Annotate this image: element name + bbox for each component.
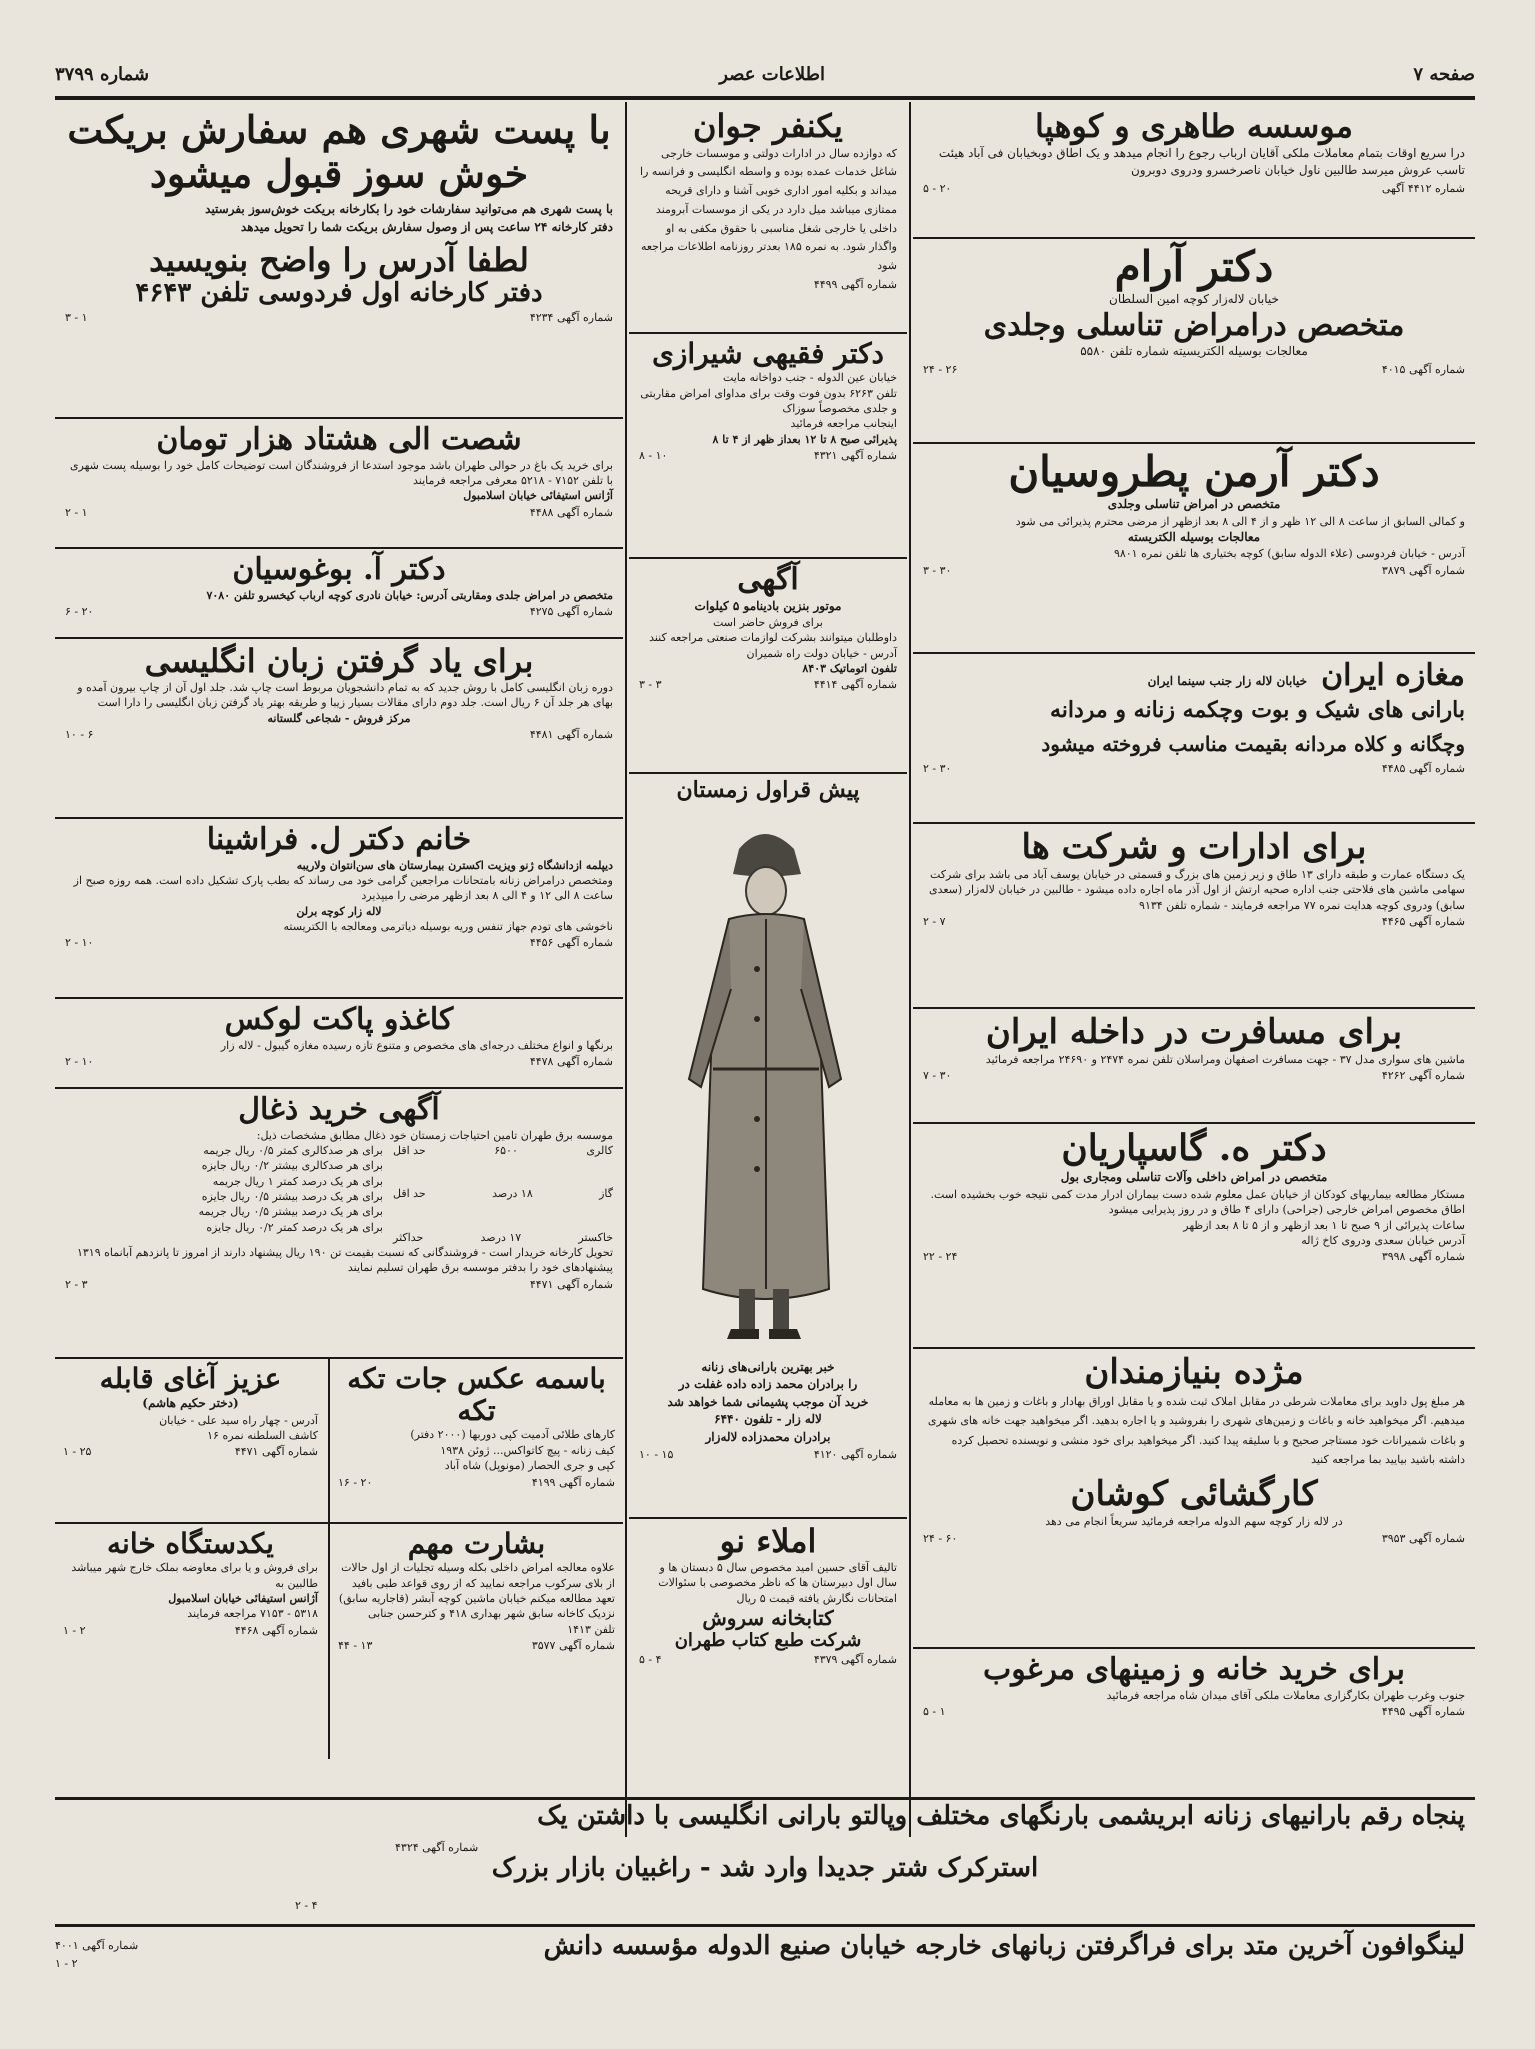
ad-dr-gasparian: دکتر ه. گاسپاریان متخصص در امراض داخلی وآلات تناسلی ومجاری بول مستکار مطالعه بیماریهای کودکان از خیابان عمل معلوم شده دست بیماران ادرار مدت کمی نتیجه خوب بخشیده است. اطاق مخصوص امراض خارجی (جراحی) دارای ۴ طاق و در روز پذیرایی میشود ساعات پذیرائی از ۹ صبح تا ۱ بعد ازظهر و از ۵ تا ۸ بعد ازظهر آدرس خیابان سعدی ودروی کاخ ژاله شماره آگهی ۳۹۹۸ ۲۴ - ۲۲	[913, 1124, 1475, 1349]
ad-offices: برای ادارات و شرکت ها یک دستگاه عمارت و طبقه دارای ۱۳ طاق و زیر زمین های بزرگ و قسمتی در خیابان یوسف آباد می باشد برای شرکت سهامی ماشین های فلاحتی جنب اداره صحیه ارتش از اول آذر ماه اجاره داده میشود - طالبین در خیابان لاله‌زار (سعدی سابق) ودروی کوچه هدایت نمره ۷۷ مراجعه فرمایند - شماره تلفن ۹۱۳۴ شماره آگهی ۴۴۶۵ ۷ - ۲	[913, 824, 1475, 1009]
ad-briquette: با پست شهری هم سفارش بریکت خوش سوز قبول میشود با پست شهری هم می‌توانید سفارشات خود را بکارخانه بریکت خوش‌سوز بفرستید دفتر کارخانه ۲۴ ساعت پس از وصول سفارش بریکت شما را تحویل میدهد لطفا آدرس را واضح بنویسید دفتر کارخانه اول فردوسی تلفن ۴۶۴۳ شماره آگهی ۴۲۳۴ ۱ - ۳	[55, 104, 623, 419]
ad-ref: شماره آگهی ۴۲۳۴ ۱ - ۳	[65, 310, 613, 324]
ad-title: با پست شهری هم سفارش بریکت	[67, 107, 611, 152]
ad-title: یکدستگاه خانه	[107, 1527, 274, 1560]
ad-title: دکتر فقیهی شیرازی	[651, 337, 884, 370]
ad-paper: کاغذو پاکت لوکس برنگها و انواع مختلف درجه‌ای های مخصوص و متنوع تازه رسیده مغازه گیبول - لاله زار شماره آگهی ۴۴۷۸ ۱۰ - ۲	[55, 999, 623, 1089]
ad-title: کارگشائی کوشان	[1070, 1474, 1318, 1515]
ad-ref: شماره آگهی ۴۴۷۱ ۲۵ - ۱	[63, 1445, 318, 1459]
coal-spec-table: کالری ۶۵۰۰ حد اقل گاز ۱۸ درصد حد اقل خاکستر ۱۷ درصد حداکثر	[393, 1143, 613, 1244]
ad-english: برای یاد گرفتن زبان انگلیسی دوره زبان انگلیسی کامل با روش جدید که به تمام دانشجویان مربوط است چاپ شد. جلد اول آن از چاپ بیرون آمده و بهای هر جلد آن ۶ ریال است. جلد دوم دارای مقالات بسیار زیبا و طریقه بهتر یاد گرفتن زبان انگلیسی را دارا است مرکز فروش - شجاعی گلستانه شماره آگهی ۴۴۸۱ ۶ - ۱۰	[55, 639, 623, 819]
ad-title: آگهی خرید ذغال	[238, 1092, 440, 1127]
page-number: صفحه ۷	[1413, 64, 1475, 85]
ad-ref: شماره آگهی ۳۸۷۹ ۳۰ - ۳	[923, 563, 1465, 577]
ad-dr-faghihi: دکتر فقیهی شیرازی خیابان عین الدوله - جنب دواخانه مایت تلفن ۶۲۶۳ بدون فوت وقت برای مداوای امراض مقاربتی و جلدی مخصوصاً سوزاک اینجانب مراجعه فرمائید پذیرائی صبح ۸ تا ۱۲ بعداز ظهر از ۴ تا ۸ شماره آگهی ۴۳۲۱ ۱۰ - ۸	[629, 334, 907, 559]
header-rule	[55, 96, 1475, 100]
ad-title: مژده بنیازمندان	[1084, 1352, 1304, 1392]
ad-iran-shop: مغازه ایران خیابان لاله زار جنب سینما ایران بارانی های شیک و بوت وچکمه زنانه و مردانه وچگانه و کلاه مردانه بقیمت مناسب فروخته میشود شماره آگهی ۴۴۸۵ ۳۰ - ۲	[913, 654, 1475, 824]
bottom-rule	[55, 1797, 1475, 1800]
ad-ref: شماره آگهی ۴۴۷۸ ۱۰ - ۲	[65, 1054, 613, 1068]
ad-title: دکتر آرمن پطروسیان	[1008, 447, 1380, 496]
ad-raincoat: پیش قراول زمستان خبر بهترین بارانی‌های زنانه را برادران محمد زاده داده غفلت در خرید آن موجب پشیمانی شما خواهد شد لاله زار - تلفون ۶۴۴۰ برادران محمدزاده لاله‌زار شماره آگهی ۴۱۲۰ ۱۵ - ۱۰	[629, 774, 907, 1519]
ad-ref: شماره ۴۴۱۲ آگهی ۲۰ - ۵	[923, 181, 1465, 195]
woman-raincoat-illustration	[669, 819, 859, 1349]
ad-title: برای مسافرت در داخله ایران	[985, 1012, 1403, 1052]
ad-young-man: یکنفر جوان که دوازده سال در ادارات دولتی و موسسات خارجی شاغل خدمات عمده بوده و واسطه انگلیسی و فرانسه را میداند و بکلیه امور اداری خوبی آشنا و دارای قریحه ممتازی میباشد میل دارد در یکی از موسسات آبرومند داخلی یا خارجی شغل مناسبی با حقوق مکفی به او واگذار شود. به نمره ۱۸۵ بعدتر روزنامه اطلاعات مراجعه شود شماره آگهی ۴۴۹۹	[629, 104, 907, 334]
paper-name: اطلاعات عصر	[719, 64, 825, 85]
ad-title: خانم دکتر ل. فراشینا	[206, 822, 472, 857]
ad-title: بشارت مهم	[407, 1527, 546, 1560]
newspaper-page	[55, 62, 1475, 2022]
ad-title: برای ادارات و شرکت ها	[1021, 827, 1367, 867]
ad-pair-row-2	[55, 1524, 623, 1759]
right-column	[913, 104, 1475, 1839]
ad-title: شصت الی هشتاد هزار تومان	[156, 422, 522, 457]
ad-midwife: عزیز آغای قابله (دختر حکیم هاشم) آدرس - چهار راه سید علی - خیابان کاشف السلطنه نمره ۱۶ شماره آگهی ۴۴۷۱ ۲۵ - ۱	[63, 1362, 318, 1459]
ad-ref: شماره آگهی ۳۹۹۸ ۲۴ - ۲۲	[923, 1250, 1465, 1264]
ad-coal: آگهی خرید ذغال موسسه برق طهران تامین احتیاجات زمستان خود ذغال مطابق مشخصات ذیل: کالری ۶۵۰۰ حد اقل گاز ۱۸ درصد حد اقل خاکستر ۱۷ درصد حداکثر برای هر صدکالری کمتر ۰/۵ ریال جریمه برای هر صدکالری بیشتر ۰/۲ ریال جایزه برای هر یک درصد کمتر ۱ ریال جریمه برای هر یک درصد بیشتر ۰/۵ ریال جایزه برای هر یک درصد بیشتر ۰/۵ ریال جریمه برای هر یک درصد کمتر ۰/۲ ریال جایزه تحویل کارخانه خریدار است - فروشندگانی که نسبت بقیمت تن ۱۹۰ ریال پیشنهاد دارند از امروز تا پانزدهم آبانماه ۱۳۱۹ پیشنهادهای خود را بدفتر موسسه برق طهران تسلیم نمایند شماره آگهی ۴۴۷۱ ۳ - ۲	[55, 1089, 623, 1359]
ad-ref: شماره آگهی ۴۲۶۲ ۳۰ - ۷	[923, 1069, 1465, 1083]
ad-title: دکتر آ. بوغوسیان	[232, 552, 446, 587]
ad-ref: شماره آگهی ۴۴۸۵ ۳۰ - ۲	[923, 762, 1465, 776]
ad-title: یکنفر جوان	[693, 107, 843, 145]
ad-garden: شصت الی هشتاد هزار تومان برای خرید یک باغ در حوالی طهران باشد موجود استدعا از فروشندگان است توضیحات کامل خود را بوسیله پست شهری با تلفن ۷۱۵۲ - ۵۲۱۸ معرفی مراجعه فرمایند آژانس استیفائی خیابان اسلامبول شماره آگهی ۴۴۸۸ ۱ - ۲	[55, 419, 623, 549]
ad-ref: شماره آگهی ۳۵۷۷ ۱۳ - ۴۴	[338, 1639, 615, 1653]
ad-title: موسسه طاهری و کوهپا	[1035, 107, 1353, 145]
ad-title: باسمه عکس جات تکه تکه	[347, 1362, 606, 1428]
ad-title: برای خرید خانه و زمینهای مرغوب	[983, 1652, 1405, 1687]
ad-ref: شماره آگهی ۴۴۱۴ ۳ - ۳	[639, 678, 897, 692]
masthead	[55, 62, 1475, 96]
issue-number: شماره ۳۷۹۹	[55, 64, 150, 85]
ad-title: عزیز آغای قابله	[99, 1362, 282, 1395]
ad-ref: شماره آگهی ۴۴۸۸ ۱ - ۲	[65, 505, 613, 519]
middle-column	[629, 104, 907, 1839]
ad-ref: شماره آگهی ۴۴۶۸ ۲ - ۱	[63, 1623, 318, 1637]
ad-new-spelling: املاء نو تالیف آقای حسین امید مخصوص سال ۵ دبستان ها و سال اول دبیرستان ها که ناظر مخصوصی با سئوالات امتحانات نگارش یافته قیمت ۵ ریال کتابخانه سروش شرکت طبع کتاب طهران شماره آگهی ۴۳۷۹ ۴ - ۵	[639, 1522, 897, 1666]
ad-title: برای یاد گرفتن زبان انگلیسی	[144, 642, 534, 680]
ad-linguaphone: لینگوافون آخرین متد برای فراگرفتن زبانهای خارجه خیابان صنیع الدوله مؤسسه دانش شماره آگهی ۴۰۰۱ ۲ - ۱	[55, 1931, 1465, 1970]
ad-taheri	[913, 104, 1475, 239]
ad-title: دکتر آرام	[1114, 242, 1274, 291]
ad-dr-farashina: خانم دکتر ل. فراشینا دیپلمه ازدانشگاه ژنو ویزیت اکسترن بیمارستان های سن‌انتوان ولاریبه ومتخصص درامراض زنانه بامتحانات مراجعین گرامی خود می رساند که بطب پارک تشکیل داده است. همه روزه صبح از ساعت ۸ الی ۱۲ و ۴ الی ۸ بعد ازظهر مرضی را میپذیرد لاله زار کوچه برلن ناخوشی های تودم جهاز تنفس وریه بوسیله دیاترمی ومعالجه با الکتریسته شماره آگهی ۴۴۵۶ ۱۰ - ۲	[55, 819, 623, 999]
ad-dr-petrosian: دکتر آرمن پطروسیان متخصص در امراض تناسلی وجلدی و کمالی السابق از ساعت ۸ الی ۱۲ ظهر و از ۴ الی ۸ بعد ازظهر از مرضی محترم پذیرائی می شود معالجات بوسیله الکتریسته آدرس - خیابان فردوسی (علاء الدوله سابق) کوچه بختیاری ها تلفن نمره ۹۸۰۱ شماره آگهی ۳۸۷۹ ۳۰ - ۳	[913, 444, 1475, 654]
ad-ref: شماره آگهی ۴۴۵۶ ۱۰ - ۲	[65, 936, 613, 950]
ad-ref: شماره آگهی ۴۰۱۵ ۲۶ - ۲۴	[923, 362, 1465, 376]
ad-raincoats-bazaar: پنجاه رقم بارانیهای زنانه ابریشمی بارنگهای مختلف وپالتو بارانی انگلیسی با داشتن یک شماره آگهی ۴۳۲۴ استرکرک شتر جدیدا وارد شد - راغبیان بازار بزرک ۴ - ۲	[295, 1801, 1465, 1912]
ad-good-news: مژده بنیازمندان هر مبلغ پول داوید برای معاملات شرطی در مقابل املاک ثبت شده و یا مقابل اوراق بهادار و باغات و زمین ها به معامله میدهیم. اگر میخواهید خانه و باغات و زمین‌های شهری را بفروشید و یا اجاره بدهید. اگر میخواهید جهت خانه های شهری و باغات شمیرانات خود مستاجر صحیح و با سلیقه پیدا کنید. اگر میخواهید برای خود منشی و نویسنده تحصیل کرده داشته باشید بیایید بما مراجعه کنید کارگشائی کوشان در لاله زار کوچه سهم الدوله مراجعه فرمائید سریعاً انجام می دهد شماره آگهی ۳۹۵۳ ۶۰ - ۲۴	[913, 1349, 1475, 1649]
ad-ref: شماره آگهی ۴۱۲۰ ۱۵ - ۱۰	[639, 1447, 897, 1461]
ad-ref: شماره آگهی ۴۳۷۹ ۴ - ۵	[639, 1652, 897, 1666]
ad-ref: شماره آگهی ۴۱۹۹ ۲۰ - ۱۶	[338, 1475, 615, 1489]
ad-ref: شماره آگهی ۳۹۵۳ ۶۰ - ۲۴	[923, 1531, 1465, 1545]
ad-house-sale: یکدستگاه خانه برای فروش و یا برای معاوضه بملک خارج شهر میباشد طالبین به آژانس استیفائی خیابان اسلامبول ۵۳۱۸ - ۷۱۵۳ مراجعه فرمایند شماره آگهی ۴۴۶۸ ۲ - ۱	[63, 1527, 318, 1637]
ad-body: درا سریع اوقات بتمام معاملات ملکی آقایان ارباب رجوع را انجام میدهد و یک اطاق دوبخیابان فی آباد هیئت تاسب عروش میرسد طالبین ناول خیابان ناصرخسرو ودروی دوبرون	[938, 145, 1465, 178]
ad-title: پیش قراول زمستان	[676, 777, 860, 803]
column-rule	[625, 102, 627, 1837]
left-column	[55, 104, 623, 1839]
ad-ref: شماره آگهی ۴۴۹۵ ۱ - ۵	[923, 1704, 1465, 1718]
column-rule	[909, 102, 911, 1837]
ad-travel: برای مسافرت در داخله ایران ماشین های سواری مدل ۳۷ - جهت مسافرت اصفهان ومراسلان تلفن نمره ۲۴۷۴ و ۲۴۶۹۰ مراجعه فرمائید شماره آگهی ۴۲۶۲ ۳۰ - ۷	[913, 1009, 1475, 1124]
ad-buy-house: برای خرید خانه و زمینهای مرغوب جنوب وغرب طهران بکارگزاری معاملات ملکی آقای میدان شاه مراجعه فرمائید شماره آگهی ۴۴۹۵ ۱ - ۵	[923, 1652, 1465, 1718]
ad-ref: شماره آگهی ۴۴۶۵ ۷ - ۲	[923, 915, 1465, 929]
ad-good-tidings: بشارت مهم علاوه معالجه امراض داخلی بکله وسیله تجلیات از اول حالات از بلای سرکوب مراجعه نمایید که از روی قواعد طبی بافید تعهد مطالعه میکنم خیابان ماشین کوچه آبشر (قاجاریه سابق) نزدیک کاخانه سابق شهر بهداری ۴۱۸ و کترحسن جنابی تلفن ۱۴۱۳ شماره آگهی ۳۵۷۷ ۱۳ - ۴۴	[328, 1524, 623, 1759]
bottom-rule	[55, 1924, 1475, 1927]
ad-dr-aram: دکتر آرام خیابان لاله‌زار کوچه امین السلطان متخصص درامراض تناسلی وجلدی معالجات بوسیله الکتریسیته شماره تلفن ۵۵۸۰ شماره آگهی ۴۰۱۵ ۲۶ - ۲۴	[913, 239, 1475, 444]
ad-title: املاء نو	[719, 1522, 817, 1560]
ad-ref: شماره آگهی ۴۳۲۱ ۱۰ - ۸	[639, 449, 897, 463]
coal-price-list: برای هر صدکالری کمتر ۰/۵ ریال جریمه برای هر صدکالری بیشتر ۰/۲ ریال جایزه برای هر یک درصد کمتر ۱ ریال جریمه برای هر یک درصد بیشتر ۰/۵ ریال جایزه برای هر یک درصد بیشتر ۰/۵ ریال جریمه برای هر یک درصد کمتر ۰/۲ ریال جایزه	[198, 1143, 383, 1234]
ad-ref: شماره آگهی ۴۴۷۱ ۳ - ۲	[65, 1277, 613, 1291]
ad-dr-boghosian: دکتر آ. بوغوسیان متخصص در امراض جلدی ومقاربتی آدرس: خیابان نادری کوچه ارباب کیخسرو تلفن ۷۰۸۰ شماره آگهی ۴۲۷۵ ۲۰ - ۶	[55, 549, 623, 639]
ad-ref: شماره آگهی ۴۲۷۵ ۲۰ - ۶	[65, 604, 613, 618]
ad-title: مغازه ایران	[1321, 658, 1465, 693]
ad-motor: آگهی موتور بنزین بادینامو ۵ کیلوات برای فروش حاضر است داوطلبان میتوانند بشرکت لوازمات صنعتی مراجعه کنند آدرس - خیابان دولت راه شمیران تلفون اتوماتیک ۸۴۰۳ شماره آگهی ۴۴۱۴ ۳ - ۳	[629, 559, 907, 774]
ad-title: کاغذو پاکت لوکس	[224, 1002, 454, 1037]
ad-photo-print: باسمه عکس جات تکه تکه کارهای طلائی آدمیت کپی دوربها (۲۰۰۰ دفتر) کیف زنانه - پیچ کاتواکس... ژوئن ۱۹۳۸ کپی و جری الحصار (مونوپل) شاه آباد شماره آگهی ۴۱۹۹ ۲۰ - ۱۶	[328, 1359, 623, 1524]
ad-ref: شماره آگهی ۴۴۸۱ ۶ - ۱۰	[65, 727, 613, 741]
ad-pair-row-1	[55, 1359, 623, 1524]
ad-title: دکتر ه. گاسپاریان	[1061, 1127, 1327, 1169]
ad-title: آگهی	[737, 562, 799, 597]
ad-ref: شماره آگهی ۴۴۹۹	[813, 277, 897, 291]
